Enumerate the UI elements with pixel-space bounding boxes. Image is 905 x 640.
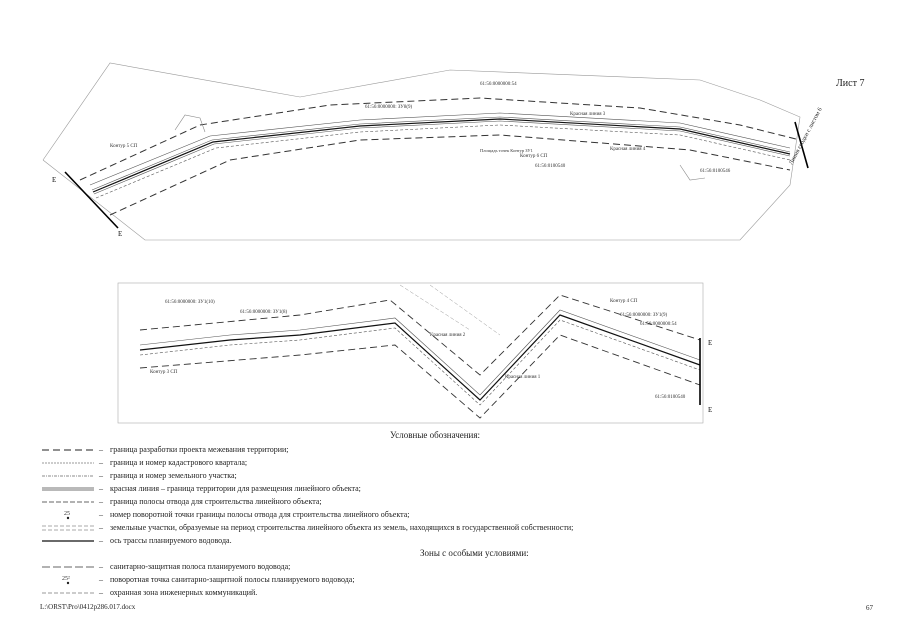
legend-text: ось трассы планируемого водовода.	[110, 536, 232, 545]
top-map-label-point: Площадь точек Контур ЗУ1	[480, 148, 533, 153]
legend-row-2	[40, 457, 247, 468]
zones-row-2	[40, 574, 355, 585]
legend-dash: –	[99, 484, 103, 493]
legend-text: охранная зона инженерных коммуникаций.	[110, 588, 258, 597]
legend-row-3	[40, 470, 237, 481]
bottom-map-label-zu10: 61:56:0000000: ЗУ1(10)	[165, 300, 215, 305]
top-map-label-parcel: 61:56:0000000:54	[480, 82, 517, 87]
legend-symbol-cadastral-quarter	[40, 457, 96, 468]
legend-dash: –	[99, 588, 103, 597]
bottom-map-label-red2: Красная линия 2	[430, 333, 466, 338]
legend-row-7	[40, 522, 573, 533]
bottom-map-label-contour3: Контур 3 СП	[150, 370, 178, 375]
legend-row-4	[40, 483, 361, 494]
legend-symbol-sanitary-strip	[40, 561, 96, 572]
zones-point-number: 25²	[62, 576, 70, 582]
legend-row-6	[40, 509, 410, 520]
legend-symbol-allotment-strip	[40, 496, 96, 507]
zones-row-1	[40, 561, 290, 572]
bottom-map-road-2	[430, 285, 500, 335]
bottom-map-label-contour-sp: Контур 4 СП	[610, 299, 638, 304]
legend-row-1	[40, 444, 289, 455]
zones-title: Зоны с особыми условиями:	[420, 548, 529, 558]
top-map-cut-label-left-bottom: Е	[118, 230, 123, 238]
bottom-map-label-parcel: 61:56:0000000:54	[640, 322, 677, 327]
legend-text: граница полосы отвода для строительства линейного объекта;	[110, 497, 322, 506]
legend-row-5	[40, 496, 322, 507]
legend-dash: –	[99, 523, 103, 532]
legend-dash: –	[99, 497, 103, 506]
legend-symbol-turning-point	[40, 509, 96, 520]
top-map-label-contour5: Контур 5 СП	[110, 144, 138, 149]
legend-dash: –	[99, 536, 103, 545]
legend-text: санитарно-защитная полоса планируемого водовода;	[110, 562, 291, 571]
legend-text: граница и номер кадастрового квартала;	[110, 458, 248, 467]
page-number: 67	[866, 604, 873, 612]
legend-dash: –	[99, 575, 103, 584]
top-map-label-red3: Красная линия 3	[570, 112, 606, 117]
bottom-map-label-zu9: 61:56:0000000: ЗУ1(9)	[620, 313, 668, 318]
bottom-map-road-1	[400, 285, 470, 330]
legend-dash: –	[99, 510, 103, 519]
bottom-map-label-red1: Красная линия 1	[505, 375, 541, 380]
bottom-map-pipeline-axis	[140, 315, 700, 400]
legend-dash: –	[99, 471, 103, 480]
legend-text: граница разработки проекта межевания территории;	[110, 445, 289, 454]
bottom-map-project-boundary-lower	[140, 335, 700, 418]
legend-title: Условные обозначения:	[390, 430, 481, 440]
legend-point-number: 25	[64, 511, 70, 517]
file-path: L:\ORST\Pro\0412p286.017.docx	[40, 603, 136, 611]
top-map-label-contour6: Контур 6 СП	[520, 154, 548, 159]
legend-dash: –	[99, 562, 103, 571]
top-map-label-combined: Линия сводки с листом 6	[788, 106, 824, 166]
legend-symbol-land-parcel	[40, 470, 96, 481]
top-map-label-quarter007: 61:56:0100546	[700, 169, 731, 174]
legend-symbol-security-zone	[40, 587, 96, 598]
top-map-cut-label-left-top: Е	[52, 176, 57, 184]
legend-symbol-red-line	[40, 483, 96, 494]
sheet-label: Лист 7	[836, 78, 865, 89]
legend-text: земельные участки, образуемые на период строительства линейного объекта из земель, находящихся в государственной собственности;	[110, 523, 574, 532]
legend-text: граница и номер земельного участка;	[110, 471, 237, 480]
bottom-map-label-quarter: 61:56:0100540	[655, 395, 686, 400]
top-map-label-quarter010: 61:56:0100540	[535, 164, 566, 169]
bottom-map-corridor	[140, 310, 700, 405]
bottom-map-cut-label-right-top: Е	[708, 339, 713, 347]
bottom-map-cut-label-right-bottom: Е	[708, 406, 713, 414]
legend-text: поворотная точка санитарно-защитной полосы планируемого водовода;	[110, 575, 355, 584]
legend-dash: –	[99, 458, 103, 467]
top-map-label-red4: Красная линия 4	[610, 147, 646, 152]
legend-symbol-pipeline-axis	[40, 535, 96, 546]
legend-symbol-temporary-parcels	[40, 522, 96, 533]
legend-row-8	[40, 535, 232, 546]
legend-text: красная линия – граница территории для размещения линейного объекта;	[110, 484, 361, 493]
legend-symbol-sanitary-point	[40, 574, 96, 585]
legend-symbol-project-boundary	[40, 444, 96, 455]
zones-row-3	[40, 587, 257, 598]
top-map-label-zu8: 61:56:0000000: ЗУ8(9)	[365, 105, 413, 110]
legend-text: номер поворотной точки границы полосы отвода для строительства линейного объекта;	[110, 510, 410, 519]
legend-dash: –	[99, 445, 103, 454]
bottom-map-label-zu11: 61:56:0000000: ЗУ1(8)	[240, 310, 288, 315]
